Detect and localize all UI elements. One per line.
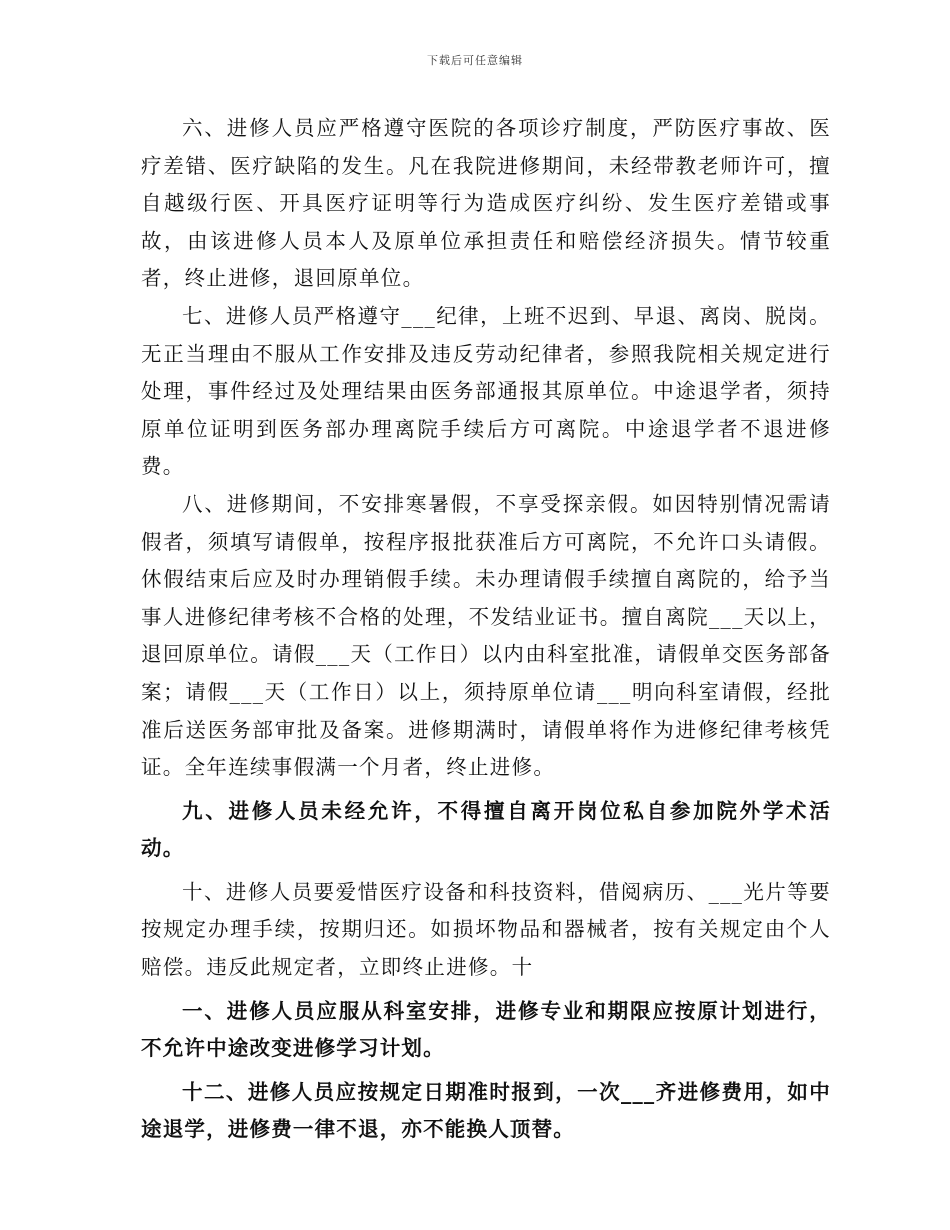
paragraph-8: 八、进修期间，不安排寒暑假，不享受探亲假。如因特别情况需请假者，须填写请假单，按程序报批获准后方可离院，不允许口头请假。休假结束后应及时办理销假手续。未办理请假手续擅自离院的，给予当事人进修纪律考核不合格的处理，不发结业证书。擅自离院___天以上，退回原单位。请假___天（工作日）以内由科室批准，请假单交医务部备案；请假___天（工作日）以上，须持原单位请___明向科室请假，经批准后送医务部审批及备案。进修期满时，请假单将作为进修纪律考核凭证。全年连续事假满一个月者，终止进修。	[141, 491, 831, 780]
paragraph-7: 七、进修人员严格遵守___纪律，上班不迟到、早退、离岗、脱岗。无正当理由不服从工作安排及违反劳动纪律者，参照我院相关规定进行处理，事件经过及处理结果由医务部通报其原单位。中途退学者，须持原单位证明到医务部办理离院手续后方可离院。中途退学者不退进修费。	[141, 303, 831, 479]
paragraph-9: 九、进修人员未经允许，不得擅自离开岗位私自参加院外学术活动。	[141, 798, 831, 861]
paragraph-6: 六、进修人员应严格遵守医院的各项诊疗制度，严防医疗事故、医疗差错、医疗缺陷的发生。凡在我院进修期间，未经带教老师许可，擅自越级行医、开具医疗证明等行为造成医疗纠纷、发生医疗差错或事故，由该进修人员本人及原单位承担责任和赔偿经济损失。情节较重者，终止进修，退回原单位。	[141, 116, 831, 291]
paragraph-10: 十、进修人员要爱惜医疗设备和科技资料，借阅病历、___光片等要按规定办理手续，按期归还。如损坏物品和器械者，按有关规定由个人赔偿。违反此规定者，立即终止进修。十	[141, 879, 831, 980]
paragraph-11: 一、进修人员应服从科室安排，进修专业和期限应按原计划进行，不允许中途改变进修学习计划。	[141, 998, 831, 1061]
page-header: 下载后可任意编辑	[427, 54, 523, 67]
paragraph-12: 十二、进修人员应按规定日期准时报到，一次___齐进修费用，如中途退学，进修费一律不退，亦不能换人顶替。	[141, 1079, 831, 1142]
document-body	[141, 110, 831, 1155]
